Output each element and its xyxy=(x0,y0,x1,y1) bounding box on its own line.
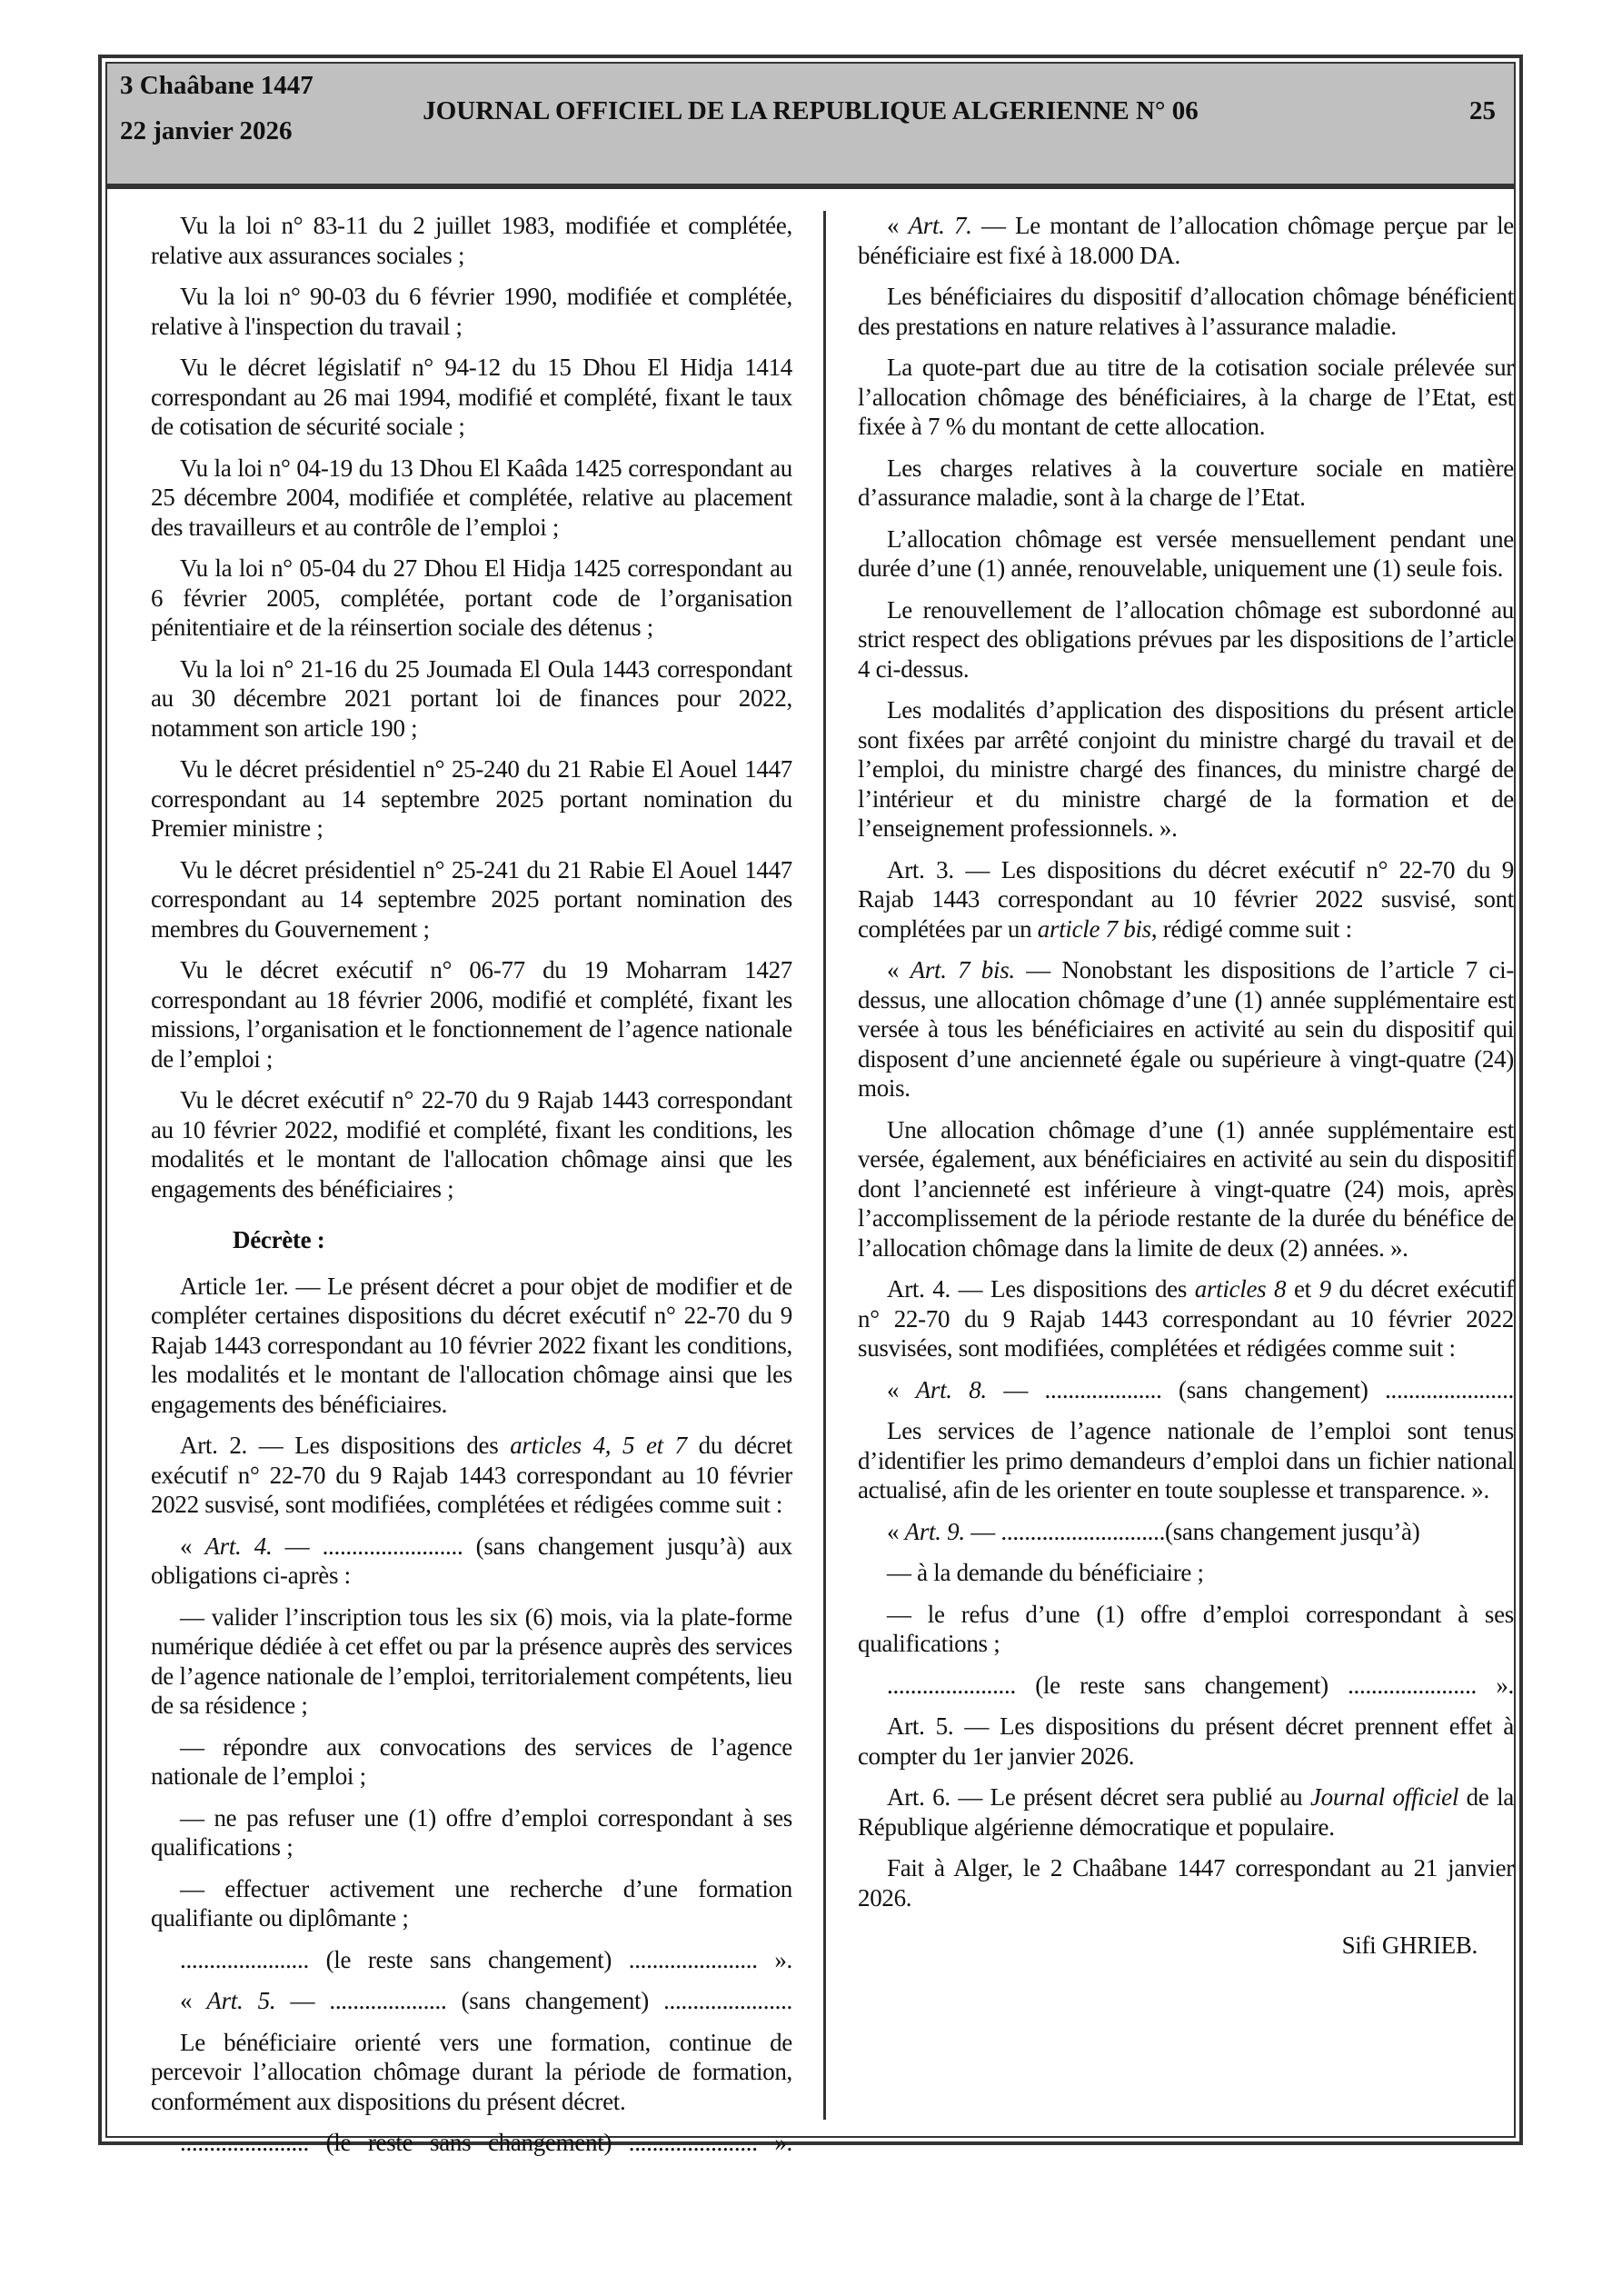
text-segment: — le refus d’une (1) offre d’emploi correspondant à ses qualifications ; xyxy=(858,1600,1514,1657)
text-segment: , rédigé comme suit : xyxy=(1150,914,1352,943)
page-inner-frame xyxy=(105,62,1516,2156)
text-segment: « xyxy=(180,1532,205,1560)
paragraph xyxy=(858,1600,1514,1659)
paragraph xyxy=(151,1532,792,1591)
paragraph xyxy=(151,2028,792,2117)
text-segment: ...................... (le reste sans changement) ...................... ». xyxy=(887,1671,1514,1699)
paragraph xyxy=(151,282,792,341)
text-segment: « xyxy=(887,956,911,983)
text-segment: Art. 6. — Le présent décret sera publié au xyxy=(887,1783,1310,1811)
left-column xyxy=(151,211,792,2170)
text-segment: Le bénéficiaire orienté vers une formation, continue de percevoir l’allocation chômage durant la période de formation, conformément aux dispositions du présent décret. xyxy=(151,2028,792,2115)
text-segment: Vu le décret exécutif n° 22-70 du 9 Rajab 1443 correspondant au 10 février 2022, modifié et complété, fixant les conditions, les modalités et le montant de l'allocation chômage ainsi que les engagements des bénéficiaires ; xyxy=(151,1086,792,1203)
paragraph xyxy=(151,1431,792,1520)
text-segment: « xyxy=(180,1987,207,2014)
text-segment: Vu la loi n° 90-03 du 6 février 1990, modifiée et complétée, relative à l'inspection du travail ; xyxy=(151,283,792,340)
paragraph xyxy=(151,1874,792,1933)
text-segment: Les modalités d’application des dispositions du présent article sont fixées par arrêté conjoint du ministre chargé du travail et de l’emploi, du ministre chargé des finances, du ministre chargé de l’intérieur et du ministre chargé de la formation et de l’enseignement professionnels. ». xyxy=(858,696,1514,842)
paragraph xyxy=(858,1782,1514,1842)
paragraph xyxy=(151,353,792,442)
section-heading xyxy=(151,1225,792,1255)
text-segment: Vu le décret présidentiel n° 25-240 du 21 Rabie El Aouel 1447 correspondant au 14 septembre 2025 portant nomination du Premier ministre ; xyxy=(151,755,792,842)
text-segment: — ne pas refuser une (1) offre d’emploi correspondant à ses qualifications ; xyxy=(151,1803,792,1861)
paragraph xyxy=(858,855,1514,944)
paragraph xyxy=(151,1803,792,1862)
paragraph xyxy=(858,595,1514,684)
text-segment: — Le montant de l’allocation chômage perçue par le bénéficiaire est fixé à 18.000 DA. xyxy=(858,212,1514,269)
text-segment: Les charges relatives à la couverture sociale en matière d’assurance maladie, sont à la charge de l’Etat. xyxy=(858,454,1514,511)
text-segment: Vu le décret exécutif n° 06-77 du 19 Moharram 1427 correspondant au 18 février 2006, modifié et complété, fixant les missions, l’organisation et le fonctionnement de l’agence nationale de l’emploi ; xyxy=(151,956,792,1073)
text-segment: Les bénéficiaires du dispositif d’allocation chômage bénéficient des prestations en nature relatives à l’assurance maladie. xyxy=(858,283,1514,340)
paragraph xyxy=(151,754,792,844)
journal-header xyxy=(107,64,1514,189)
paragraph xyxy=(858,1115,1514,1263)
page-number: 25 xyxy=(1469,96,1496,125)
italic-text: Art. 9. xyxy=(904,1517,965,1545)
italic-text: Journal officiel xyxy=(1309,1783,1459,1811)
text-segment: Vu la loi n° 05-04 du 27 Dhou El Hidja 1425 correspondant au 6 février 2005, complétée, portant code de l’organisation pénitentiaire et de la réinsertion sociale des détenus ; xyxy=(151,554,792,641)
text-segment: Art. 2. — Les dispositions des xyxy=(180,1432,511,1459)
text-segment: Vu la loi n° 83-11 du 2 juillet 1983, modifiée et complétée, relative aux assurances sociales ; xyxy=(151,212,792,269)
gregorian-date: 22 janvier 2026 xyxy=(120,116,293,145)
paragraph xyxy=(858,353,1514,442)
text-segment: Vu le décret législatif n° 94-12 du 15 Dhou El Hidja 1414 correspondant au 26 mai 1994, modifié et complété, fixant le taux de cotisation de sécurité sociale ; xyxy=(151,354,792,440)
paragraph xyxy=(151,1602,792,1721)
paragraph xyxy=(858,1558,1514,1588)
paragraph xyxy=(151,2128,792,2158)
text-segment: Art. 3. — Les dispositions du décret exécutif n° 22-70 du 9 Rajab 1443 correspondant au 10 février 2022 susvisé, sont complétées par un xyxy=(858,855,1514,943)
text-segment: du décret exécutif n° 22-70 du 9 Rajab 1443 correspondant au 10 février 2022 susvisé, sont modifiées, complétées et rédigées comme suit : xyxy=(151,1432,792,1518)
text-segment: ...................... (le reste sans changement) ...................... ». xyxy=(180,1945,792,1973)
text-segment: — .................... (sans changement) ...................... xyxy=(986,1375,1514,1403)
text-segment: — Nonobstant les dispositions de l’article 7 ci-dessus, une allocation chômage d’une (1) année supplémentaire est versée à tous les bénéficiaires en activité au sein du dispositif qui disposent d’une ancienneté égale ou supérieure à vingt-quatre (24) mois. xyxy=(858,956,1515,1102)
paragraph xyxy=(858,1416,1514,1505)
paragraph xyxy=(858,1712,1514,1771)
text-segment: « xyxy=(887,212,909,239)
paragraph xyxy=(858,454,1514,513)
paragraph xyxy=(858,282,1514,341)
text-segment: Décrète : xyxy=(233,1226,325,1253)
text-segment: ...................... (le reste sans changement) ...................... ». xyxy=(180,2129,792,2156)
hijri-date: 3 Chaâbane 1447 xyxy=(120,71,313,100)
text-segment: Art. 4. — Les dispositions des xyxy=(887,1275,1195,1303)
text-segment: L’allocation chômage est versée mensuellement pendant une durée d’une (1) année, renouvelable, uniquement une (1) seule fois. xyxy=(858,524,1514,582)
paragraph xyxy=(858,1375,1514,1405)
signature xyxy=(858,1931,1514,1961)
italic-text: article 7 bis xyxy=(1037,914,1151,943)
text-segment: « xyxy=(887,1375,916,1403)
text-segment: Sifi GHRIEB. xyxy=(1341,1932,1478,1959)
text-segment: Une allocation chômage d’une (1) année supplémentaire est versée, également, aux bénéficiaires en activité au sein du dispositif dont l’ancienneté est inférieure à vingt-quatre (24) mois, après l’accomplissement de la période restante de la durée du bénéfice de l’allocation chômage dans la limite de deux (2) années. ». xyxy=(858,1115,1514,1262)
column-divider xyxy=(823,211,826,2120)
text-segment: Vu la loi n° 21-16 du 25 Joumada El Oula 1443 correspondant au 30 décembre 2021 portant loi de finances pour 2022, notamment son article 190 ; xyxy=(151,654,792,742)
paragraph xyxy=(858,955,1514,1103)
text-segment: — à la demande du bénéficiaire ; xyxy=(887,1559,1204,1586)
paragraph xyxy=(858,524,1514,584)
italic-text: Art. 8. xyxy=(915,1375,987,1403)
paragraph xyxy=(858,695,1514,844)
text-segment: et xyxy=(1286,1275,1319,1303)
paragraph xyxy=(858,1517,1514,1547)
paragraph xyxy=(858,1671,1514,1701)
paragraph xyxy=(151,554,792,643)
text-segment: — ........................ (sans changement jusqu’à) aux obligations ci-après : xyxy=(151,1532,792,1589)
text-segment: Vu la loi n° 04-19 du 13 Dhou El Kaâda 1425 correspondant au 25 décembre 2004, modifiée et complétée, relative au placement des travailleurs et au contrôle de l’emploi ; xyxy=(151,454,792,541)
text-segment: — répondre aux convocations des services de l’agence nationale de l’emploi ; xyxy=(151,1732,792,1790)
italic-text: 9 xyxy=(1318,1275,1331,1303)
text-segment: du décret exécutif n° 22-70 du 9 Rajab 1443 correspondant au 10 février 2022 susvisées, sont modifiées, complétées et rédigées comme suit : xyxy=(858,1275,1514,1362)
paragraph xyxy=(151,211,792,270)
paragraph xyxy=(858,211,1514,270)
italic-text: Art. 5. xyxy=(206,1987,276,2014)
text-segment: La quote-part due au titre de la cotisation sociale prélevée sur l’allocation chômage des bénéficiaires, à la charge de l’Etat, est fixée à 7 % du montant de cette allocation. xyxy=(858,354,1514,440)
italic-text: Art. 4. xyxy=(204,1532,273,1560)
italic-text: Art. 7. xyxy=(908,212,972,239)
text-segment: de la République algérienne démocratique et populaire. xyxy=(858,1783,1514,1841)
paragraph xyxy=(151,1085,792,1203)
text-segment: Les services de l’agence nationale de l’emploi sont tenus d’identifier les primo demandeurs d’emploi dans un fichier national actualisé, afin de les orienter en toute souplesse et transparence. ». xyxy=(858,1417,1514,1503)
text-segment: — .................... (sans changement) ...................... xyxy=(275,1987,792,2014)
paragraph xyxy=(151,1732,792,1792)
paragraph xyxy=(151,654,792,744)
paragraph xyxy=(151,454,792,543)
page-frame xyxy=(98,55,1523,2156)
italic-text: articles 4, 5 et 7 xyxy=(510,1432,687,1459)
paragraph xyxy=(151,1272,792,1420)
paragraph xyxy=(151,1986,792,2016)
text-segment: — valider l’inscription tous les six (6) mois, via la plate-forme numérique dédiée à cet effet ou par la présence auprès des services de l’agence nationale de l’emploi, territorialement compétents, lieu de sa résidence ; xyxy=(151,1602,792,1719)
text-segment: Le renouvellement de l’allocation chômage est subordonné au strict respect des obligations prévues par les dispositions de l’article 4 ci-dessus. xyxy=(858,595,1514,683)
italic-text: Art. 7 bis. xyxy=(910,956,1015,983)
text-segment: — effectuer activement une recherche d’une formation qualifiante ou diplômante ; xyxy=(151,1874,792,1932)
text-segment: Art. 5. — Les dispositions du présent décret prennent effet à compter du 1er janvier 2026. xyxy=(858,1712,1514,1770)
paragraph xyxy=(858,1274,1514,1363)
text-segment: Fait à Alger, le 2 Chaâbane 1447 correspondant au 21 janvier 2026. xyxy=(858,1854,1514,1912)
text-segment: — ............................(sans changement jusqu’à) xyxy=(964,1517,1420,1545)
text-segment: « xyxy=(887,1517,905,1545)
paragraph xyxy=(151,955,792,1073)
italic-text: articles 8 xyxy=(1194,1275,1287,1303)
text-segment: Article 1er. — Le présent décret a pour objet de modifier et de compléter certaines dispositions du décret exécutif n° 22-70 du 9 Rajab 1443 correspondant au 10 février 2022 fixant les conditions, les modalités et le montant de l'allocation chômage ainsi que les engagements des bénéficiaires. xyxy=(151,1272,792,1418)
right-column xyxy=(858,211,1514,1972)
journal-title: JOURNAL OFFICIEL DE LA REPUBLIQUE ALGERIENNE N° 06 xyxy=(423,96,1199,125)
paragraph xyxy=(858,1853,1514,1912)
paragraph xyxy=(151,1945,792,1975)
paragraph xyxy=(151,855,792,944)
text-segment: Vu le décret présidentiel n° 25-241 du 21 Rabie El Aouel 1447 correspondant au 14 septembre 2025 portant nomination des membres du Gouvernement ; xyxy=(151,855,792,943)
